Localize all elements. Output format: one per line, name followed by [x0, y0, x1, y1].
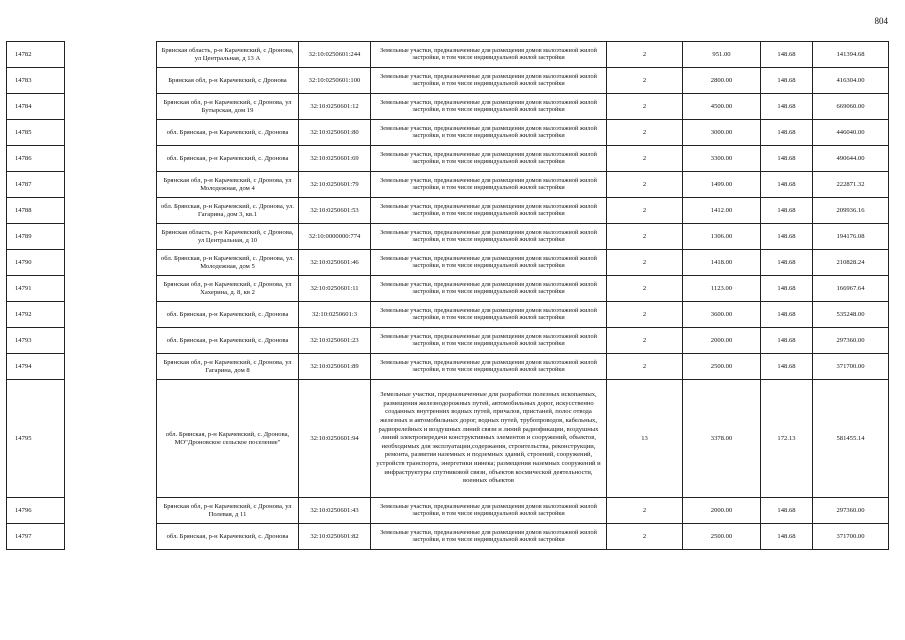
row-number-cell: 14788: [7, 198, 65, 224]
use-group-cell: 2: [607, 146, 683, 172]
land-use-cell: Земельные участки, предназначенные для размещения домов малоэтажной жилой застройки, в том числе индивидуальной жилой застройки: [371, 94, 607, 120]
use-group-cell: 2: [607, 498, 683, 524]
table-row: [7, 120, 889, 146]
cadastral-value-cell: 209936.16: [813, 198, 889, 224]
cadastral-number-cell: 32:10:0250601:244: [299, 42, 371, 68]
land-use-cell: Земельные участки, предназначенные для размещения домов малоэтажной жилой застройки, в том числе индивидуальной жилой застройки: [371, 302, 607, 328]
address-cell: Брянская обл, р-н Карачевский, с Дронова: [157, 68, 299, 94]
specific-value-cell: 148.68: [761, 172, 813, 198]
area-cell: 1418.00: [683, 250, 761, 276]
cadastral-number-cell: 32:10:0250601:3: [299, 302, 371, 328]
table-row: [7, 42, 889, 68]
cadastral-number-cell: 32:10:0250601:82: [299, 524, 371, 550]
cadastral-value-cell: 669060.00: [813, 94, 889, 120]
specific-value-cell: 172.13: [761, 380, 813, 498]
area-cell: 2500.00: [683, 354, 761, 380]
specific-value-cell: 148.68: [761, 524, 813, 550]
land-use-cell: Земельные участки, предназначенные для размещения домов малоэтажной жилой застройки, в том числе индивидуальной жилой застройки: [371, 250, 607, 276]
cadastral-value-cell: 222871.32: [813, 172, 889, 198]
spacer-cell: [65, 524, 157, 550]
address-cell: обл. Брянская, р-н Карачевский, с. Дронова: [157, 120, 299, 146]
cadastral-number-cell: 32:10:0250601:94: [299, 380, 371, 498]
cadastral-value-cell: 446040.00: [813, 120, 889, 146]
row-number-cell: 14794: [7, 354, 65, 380]
table-row: [7, 146, 889, 172]
cadastral-number-cell: 32:10:0250601:23: [299, 328, 371, 354]
area-cell: 3378.00: [683, 380, 761, 498]
address-cell: Брянская область, р-н Карачевский, с Дронова, ул Центральная, д 13 А: [157, 42, 299, 68]
land-use-cell: Земельные участки, предназначенные для размещения домов малоэтажной жилой застройки, в том числе индивидуальной жилой застройки: [371, 198, 607, 224]
table-row: [7, 68, 889, 94]
area-cell: 2500.00: [683, 524, 761, 550]
cadastral-value-cell: 194176.08: [813, 224, 889, 250]
address-cell: обл. Брянская, р-н Карачевский, с. Дронова, МО"Дроновское сельское поселение": [157, 380, 299, 498]
land-use-cell: Земельные участки, предназначенные для размещения домов малоэтажной жилой застройки, в том числе индивидуальной жилой застройки: [371, 120, 607, 146]
specific-value-cell: 148.68: [761, 42, 813, 68]
cadastral-value-cell: 210828.24: [813, 250, 889, 276]
row-number-cell: 14792: [7, 302, 65, 328]
cadastral-value-cell: 297360.00: [813, 498, 889, 524]
row-number-cell: 14795: [7, 380, 65, 498]
area-cell: 3600.00: [683, 302, 761, 328]
cadastral-number-cell: 32:10:0250601:53: [299, 198, 371, 224]
specific-value-cell: 148.68: [761, 302, 813, 328]
spacer-cell: [65, 250, 157, 276]
use-group-cell: 13: [607, 380, 683, 498]
use-group-cell: 2: [607, 524, 683, 550]
row-number-cell: 14786: [7, 146, 65, 172]
row-number-cell: 14784: [7, 94, 65, 120]
specific-value-cell: 148.68: [761, 354, 813, 380]
spacer-cell: [65, 94, 157, 120]
specific-value-cell: 148.68: [761, 250, 813, 276]
specific-value-cell: 148.68: [761, 224, 813, 250]
page-number: 804: [874, 16, 888, 26]
table-row: [7, 354, 889, 380]
use-group-cell: 2: [607, 302, 683, 328]
spacer-cell: [65, 328, 157, 354]
table-row: [7, 198, 889, 224]
address-cell: обл. Брянская, р-н Карачевский, с. Дронова: [157, 524, 299, 550]
land-use-cell: Земельные участки, предназначенные для размещения домов малоэтажной жилой застройки, в том числе индивидуальной жилой застройки: [371, 68, 607, 94]
land-use-cell: Земельные участки, предназначенные для размещения домов малоэтажной жилой застройки, в том числе индивидуальной жилой застройки: [371, 42, 607, 68]
area-cell: 1499.00: [683, 172, 761, 198]
land-use-cell: Земельные участки, предназначенные для размещения домов малоэтажной жилой застройки, в том числе индивидуальной жилой застройки: [371, 224, 607, 250]
table-row: [7, 250, 889, 276]
table-row: [7, 224, 889, 250]
specific-value-cell: 148.68: [761, 120, 813, 146]
table-row: [7, 524, 889, 550]
cadastral-number-cell: 32:10:0250601:80: [299, 120, 371, 146]
cadastral-number-cell: 32:10:0250601:79: [299, 172, 371, 198]
specific-value-cell: 148.68: [761, 146, 813, 172]
row-number-cell: 14789: [7, 224, 65, 250]
cadastral-value-cell: 490644.00: [813, 146, 889, 172]
row-number-cell: 14797: [7, 524, 65, 550]
use-group-cell: 2: [607, 172, 683, 198]
spacer-cell: [65, 380, 157, 498]
row-number-cell: 14782: [7, 42, 65, 68]
spacer-cell: [65, 68, 157, 94]
row-number-cell: 14783: [7, 68, 65, 94]
row-number-cell: 14790: [7, 250, 65, 276]
address-cell: обл. Брянская, р-н Карачевский, с. Дронова: [157, 328, 299, 354]
cadastral-value-cell: 371700.00: [813, 354, 889, 380]
cadastral-number-cell: 32:10:0250601:100: [299, 68, 371, 94]
use-group-cell: 2: [607, 276, 683, 302]
area-cell: 951.00: [683, 42, 761, 68]
specific-value-cell: 148.68: [761, 328, 813, 354]
address-cell: Брянская обл, р-н Карачевский, с Дронова, ул Хахерина, д. 8, кв 2: [157, 276, 299, 302]
land-use-cell: Земельные участки, предназначенные для размещения домов малоэтажной жилой застройки, в том числе индивидуальной жилой застройки: [371, 498, 607, 524]
spacer-cell: [65, 224, 157, 250]
area-cell: 3000.00: [683, 120, 761, 146]
spacer-cell: [65, 172, 157, 198]
land-use-cell: Земельные участки, предназначенные для разработки полезных ископаемых, размещения железнодорожных путей, автомобильных дорог, искусственно созданных внутренних водных путей, причалов, пристаней, полос отвода железных и автомобильных дорог, водных путей, трубопроводов, кабельных, радиорелейных и воздушных линий связи и линий радиофикации, воздушных линий электропередачи конструктивных элементов и сооружений, объектов, необходимых для эксплуатации,содержания, строительства, реконструкции, ремонта, развития наземных и подземных зданий, строений, сооружений, устройств транспорта, энергетики иинека; размещения наземных сооружений и инфраструктуры спутниковой связи, объектов космической деятельности, военных объектов: [371, 380, 607, 498]
cadastral-value-cell: 581455.14: [813, 380, 889, 498]
address-cell: Брянская область, р-н Карачевский, с Дронова, ул Центральная, д 10: [157, 224, 299, 250]
use-group-cell: 2: [607, 328, 683, 354]
use-group-cell: 2: [607, 354, 683, 380]
land-use-cell: Земельные участки, предназначенные для размещения домов малоэтажной жилой застройки, в том числе индивидуальной жилой застройки: [371, 276, 607, 302]
area-cell: 1412.00: [683, 198, 761, 224]
cadastral-value-cell: 371700.00: [813, 524, 889, 550]
cadastral-number-cell: 32:10:0250601:11: [299, 276, 371, 302]
cadastral-value-table: [6, 41, 889, 550]
area-cell: 2000.00: [683, 328, 761, 354]
land-use-cell: Земельные участки, предназначенные для размещения домов малоэтажной жилой застройки, в том числе индивидуальной жилой застройки: [371, 328, 607, 354]
cadastral-value-cell: 166967.64: [813, 276, 889, 302]
cadastral-value-cell: 297360.00: [813, 328, 889, 354]
spacer-cell: [65, 198, 157, 224]
row-number-cell: 14785: [7, 120, 65, 146]
use-group-cell: 2: [607, 94, 683, 120]
table-row: [7, 328, 889, 354]
spacer-cell: [65, 354, 157, 380]
area-cell: 2000.00: [683, 498, 761, 524]
spacer-cell: [65, 276, 157, 302]
area-cell: 1123.00: [683, 276, 761, 302]
use-group-cell: 2: [607, 42, 683, 68]
table-row: [7, 302, 889, 328]
use-group-cell: 2: [607, 224, 683, 250]
land-use-cell: Земельные участки, предназначенные для размещения домов малоэтажной жилой застройки, в том числе индивидуальной жилой застройки: [371, 354, 607, 380]
address-cell: обл. Брянская, р-н Карачевский, с. Дронова: [157, 146, 299, 172]
address-cell: Брянская обл, р-н Карачевский, с Дронова, ул Бутырская, дом 19: [157, 94, 299, 120]
spacer-cell: [65, 302, 157, 328]
address-cell: Брянская обл, р-н Карачевский, с Дронова, ул Гагарина, дом 8: [157, 354, 299, 380]
cadastral-number-cell: 32:10:0250601:69: [299, 146, 371, 172]
specific-value-cell: 148.68: [761, 498, 813, 524]
table-row: [7, 172, 889, 198]
address-cell: обл. Брянская, р-н Карачевский, с. Дронова, ул. Молодежная, дом 5: [157, 250, 299, 276]
address-cell: Брянская обл, р-н Карачевский, с Дронова, ул Молодежная, дом 4: [157, 172, 299, 198]
spacer-cell: [65, 146, 157, 172]
table-row: [7, 498, 889, 524]
cadastral-number-cell: 32:10:0250601:46: [299, 250, 371, 276]
row-number-cell: 14787: [7, 172, 65, 198]
address-cell: Брянская обл, р-н Карачевский, с Дронова, ул Полевая, д 11: [157, 498, 299, 524]
use-group-cell: 2: [607, 198, 683, 224]
specific-value-cell: 148.68: [761, 276, 813, 302]
land-use-cell: Земельные участки, предназначенные для размещения домов малоэтажной жилой застройки, в том числе индивидуальной жилой застройки: [371, 524, 607, 550]
table-row: [7, 94, 889, 120]
address-cell: обл. Брянская, р-н Карачевский, с. Дронова: [157, 302, 299, 328]
spacer-cell: [65, 498, 157, 524]
specific-value-cell: 148.68: [761, 68, 813, 94]
area-cell: 3300.00: [683, 146, 761, 172]
spacer-cell: [65, 42, 157, 68]
use-group-cell: 2: [607, 120, 683, 146]
specific-value-cell: 148.68: [761, 198, 813, 224]
address-cell: обл. Брянская, р-н Карачевский, с. Дронова, ул. Гагарина, дом 3, кв.1: [157, 198, 299, 224]
area-cell: 2800.00: [683, 68, 761, 94]
use-group-cell: 2: [607, 250, 683, 276]
cadastral-value-cell: 141394.68: [813, 42, 889, 68]
land-use-cell: Земельные участки, предназначенные для размещения домов малоэтажной жилой застройки, в том числе индивидуальной жилой застройки: [371, 172, 607, 198]
spacer-cell: [65, 120, 157, 146]
cadastral-number-cell: 32:10:0250601:89: [299, 354, 371, 380]
area-cell: 4500.00: [683, 94, 761, 120]
cadastral-number-cell: 32:10:0250601:43: [299, 498, 371, 524]
table-row: [7, 276, 889, 302]
use-group-cell: 2: [607, 68, 683, 94]
cadastral-number-cell: 32:10:0250601:12: [299, 94, 371, 120]
area-cell: 1306.00: [683, 224, 761, 250]
table-row: [7, 380, 889, 498]
specific-value-cell: 148.68: [761, 94, 813, 120]
row-number-cell: 14791: [7, 276, 65, 302]
cadastral-number-cell: 32:10:0000000:774: [299, 224, 371, 250]
cadastral-value-cell: 535248.00: [813, 302, 889, 328]
row-number-cell: 14796: [7, 498, 65, 524]
land-use-cell: Земельные участки, предназначенные для размещения домов малоэтажной жилой застройки, в том числе индивидуальной жилой застройки: [371, 146, 607, 172]
cadastral-value-cell: 416304.00: [813, 68, 889, 94]
row-number-cell: 14793: [7, 328, 65, 354]
